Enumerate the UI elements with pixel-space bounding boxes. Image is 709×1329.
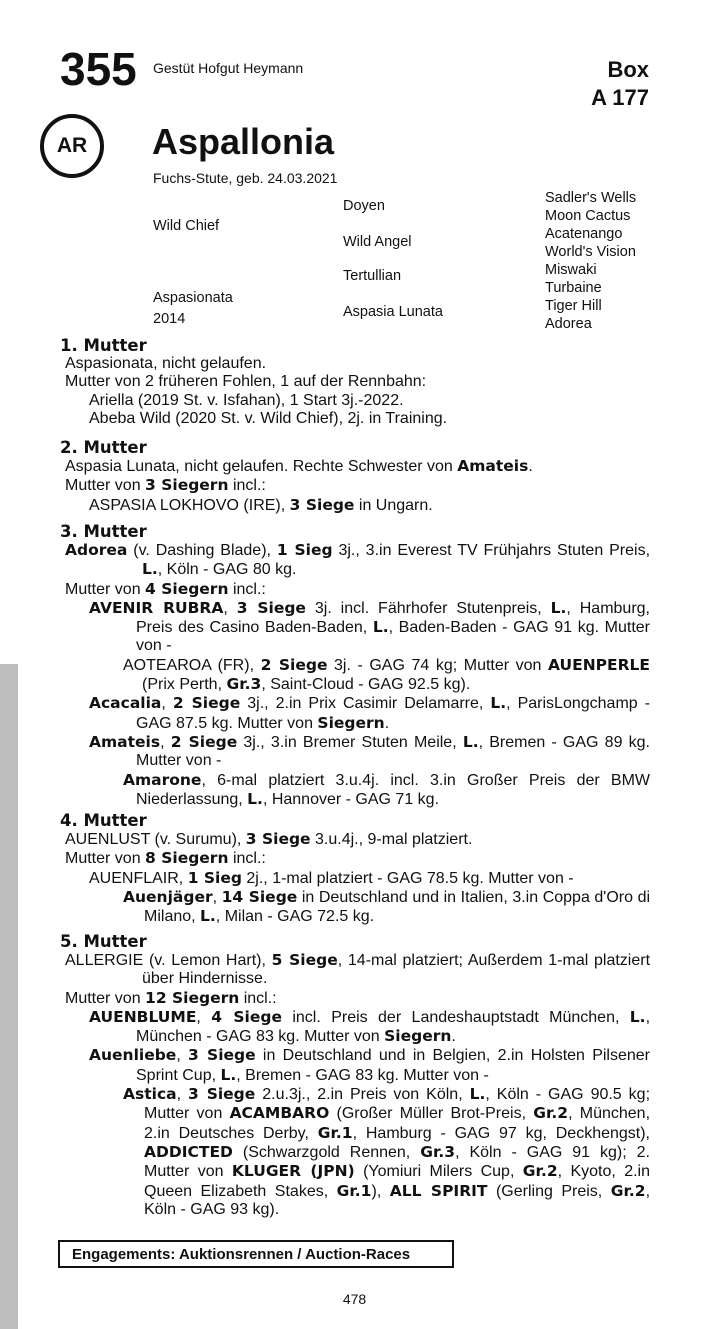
dam-line: Adorea (v. Dashing Blade), 1 Sieg 3j., 3.in Everest TV Frühjahrs Stuten Preis, L., Köln - GAG 80 kg.: [65, 541, 651, 579]
produce-item: AVENIR RUBRA, 3 Siege 3j. incl. Fährhofer Stutenpreis, L., Hamburg, Preis des Casino Baden-Baden, L., Baden-Baden - GAG 91 kg. Mutter von -: [89, 598, 651, 655]
produce-item: Auenjäger, 14 Siege in Deutschland und in Italien, 3.in Coppa d'Oro di Milano, L., Milan - GAG 72.5 kg.: [123, 887, 651, 926]
dam-line: AUENLUST (v. Surumu), 3 Siege 3.u.4j., 9-mal platziert.: [65, 830, 473, 848]
section-title: 3. Mutter: [60, 522, 147, 541]
dam-line: ALLERGIE (v. Lemon Hart), 5 Siege, 14-mal platziert; Außerdem 1-mal platziert über Hindernisse.: [65, 951, 651, 988]
pedigree-ggp: Turbaine: [545, 280, 602, 296]
pedigree-sire-sire: Doyen: [343, 198, 385, 214]
pedigree-ggp: Sadler's Wells: [545, 190, 637, 206]
pedigree-ggp: Moon Cactus: [545, 208, 631, 224]
pedigree-sire: Wild Chief: [153, 218, 220, 234]
breeder-name: Gestüt Hofgut Heymann: [153, 60, 304, 76]
produce-summary: Mutter von 4 Siegern incl.:: [65, 579, 266, 598]
section-title: 2. Mutter: [60, 438, 147, 457]
produce-item: AUENFLAIR, 1 Sieg 2j., 1-mal platziert - GAG 78.5 kg. Mutter von -: [89, 868, 574, 887]
pedigree-ggp: Miswaki: [545, 262, 597, 278]
second-dam-section: [60, 438, 650, 515]
dam-line: Aspasionata, nicht gelaufen.: [65, 355, 267, 372]
pedigree-sire-dam: Wild Angel: [343, 234, 412, 250]
box-label: Box: [607, 57, 649, 82]
engagements-box: Engagements: Auktionsrennen / Auction-Races: [58, 1240, 454, 1268]
pedigree-dam: Aspasionata: [153, 290, 233, 306]
pedigree-ggp: World's Vision: [545, 244, 636, 260]
produce-item: Amateis, 2 Siege 3j., 3.in Bremer Stuten Meile, L., Bremen - GAG 89 kg. Mutter von -: [89, 732, 650, 770]
pedigree-great-grandparents: [545, 189, 636, 333]
section-title: 4. Mutter: [60, 811, 147, 830]
section-title: 5. Mutter: [60, 932, 147, 951]
lot-number: 355: [60, 43, 137, 95]
produce-item: ASPASIA LOKHOVO (IRE), 3 Siege in Ungarn.: [89, 495, 433, 514]
fifth-dam-section: [60, 932, 650, 1219]
box-number: A 177: [591, 85, 649, 110]
third-dam-section: [60, 522, 650, 809]
dam-line: Aspasia Lunata, nicht gelaufen. Rechte Schwester von Amateis.: [65, 457, 533, 475]
horse-name: Aspallonia: [152, 121, 335, 162]
first-dam-section: [60, 336, 650, 428]
pedigree-dam-sire: Tertullian: [343, 268, 402, 284]
produce-item: AUENBLUME, 4 Siege incl. Preis der Landeshauptstadt München, L., München - GAG 83 kg. Mutter von Siegern.: [89, 1007, 651, 1046]
page-number: 478: [342, 1291, 367, 1307]
box-location: [591, 56, 649, 112]
horse-info: Fuchs-Stute, geb. 24.03.2021: [153, 170, 338, 186]
pedigree-ggp: Acatenango: [545, 226, 623, 242]
fourth-dam-section: [60, 811, 650, 926]
pedigree-ggp: Tiger Hill: [545, 298, 602, 314]
produce-summary: Mutter von 8 Siegern incl.:: [65, 849, 266, 868]
produce-item: Auenliebe, 3 Siege in Deutschland und in Belgien, 2.in Holsten Pilsener Sprint Cup, L., Bremen - GAG 83 kg. Mutter von -: [89, 1046, 651, 1084]
section-title: 1. Mutter: [60, 336, 147, 355]
pedigree-dam-dam: Aspasia Lunata: [343, 304, 443, 320]
produce-summary: Mutter von 12 Siegern incl.:: [65, 988, 277, 1007]
produce-item: Astica, 3 Siege 2.u.3j., 2.in Preis von Köln, L., Köln - GAG 90.5 kg; Mutter von ACAMBARO (Großer Müller Brot-Preis, Gr.2, München, 2.in Deutsches Derby, Gr.1, Hamburg - GAG 97 kg, Deckhengst), ADDICTED (Schwarzgold Rennen, Gr.3, Köln - GAG 91 kg); 2. Mutter von KLUGER (JPN) (Yomiuri Milers Cup, Gr.2, Kyoto, 2.in Queen Elizabeth Stakes, Gr.1), ALL SPIRIT (Gerling Preis, Gr.2, Köln - GAG 93 kg).: [123, 1085, 651, 1218]
produce-item: Amarone, 6-mal platziert 3.u.4j. incl. 3.in Großer Preis der BMW Niederlassung, L., Hannover - GAG 71 kg.: [123, 770, 650, 808]
pedigree-ggp: Adorea: [545, 316, 592, 332]
sales-code-badge: AR: [40, 114, 104, 178]
produce-item: Abeba Wild (2020 St. v. Wild Chief), 2j. in Training.: [89, 409, 448, 427]
page-edge-tab: [0, 664, 18, 1329]
produce-summary: Mutter von 3 Siegern incl.:: [65, 476, 266, 495]
produce-summary: Mutter von 2 früheren Fohlen, 1 auf der Rennbahn:: [65, 373, 427, 391]
produce-item: Acacalia, 2 Siege 3j., 2.in Prix Casimir Delamarre, L., ParisLongchamp - GAG 87.5 kg. Mutter von Siegern.: [89, 694, 651, 732]
produce-item: Ariella (2019 St. v. Isfahan), 1 Start 3j.-2022.: [89, 391, 404, 409]
pedigree-dam-year: 2014: [153, 311, 186, 327]
produce-item: AOTEAROA (FR), 2 Siege 3j. - GAG 74 kg; Mutter von AUENPERLE (Prix Perth, Gr.3, Saint-Cloud - GAG 92.5 kg).: [123, 655, 651, 694]
